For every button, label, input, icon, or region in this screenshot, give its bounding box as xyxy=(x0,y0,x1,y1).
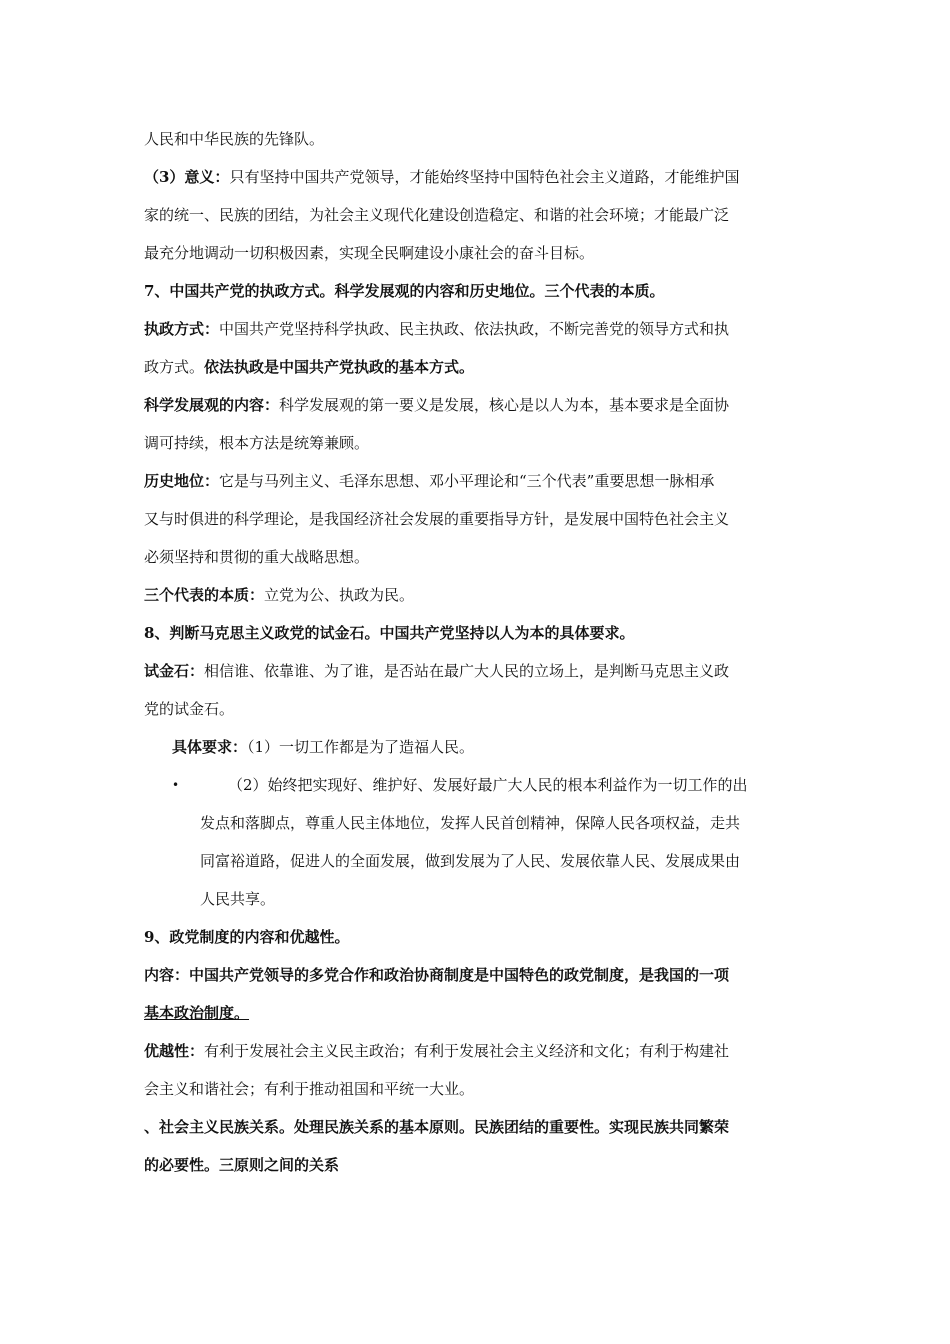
historical-status-heading: 历史地位： xyxy=(144,472,220,490)
significance-heading: （3）意义： xyxy=(144,168,230,186)
text-span: 政方式。 xyxy=(144,358,205,376)
emphasis-text: 依法执政是中国共产党执政的基本方式。 xyxy=(204,358,475,376)
text-line: 发点和落脚点，尊重人民主体地位，发挥人民首创精神，保障人民各项权益，走共 xyxy=(200,814,741,832)
text-span: 有利于发展社会主义民主政治；有利于发展社会主义经济和文化；有利于构建社 xyxy=(204,1042,730,1060)
section-heading-10: 、社会主义民族关系。处理民族关系的基本原则。民族团结的重要性。实现民族共同繁荣 xyxy=(144,1118,730,1136)
advantages-heading: 优越性： xyxy=(144,1042,205,1060)
text-line: 会主义和谐社会；有利于推动祖国和平统一大业。 xyxy=(144,1080,475,1098)
governing-mode-heading: 执政方式： xyxy=(144,320,220,338)
text-line xyxy=(144,1032,810,1070)
text-line xyxy=(144,158,810,196)
text-line xyxy=(144,386,810,424)
text-span: 只有坚持中国共产党领导，才能始终坚持中国特色社会主义道路，才能维护国 xyxy=(229,168,740,186)
document-page xyxy=(144,120,810,1184)
text-line xyxy=(144,994,810,1032)
text-line: 家的统一、民族的团结，为社会主义现代化建设创造稳定、和谐的社会环境；才能最广泛 xyxy=(144,206,730,224)
text-span: （2）始终把实现好、维护好、发展好最广大人民的根本利益作为一切工作的出 xyxy=(228,776,748,794)
underlined-text: 基本政治制度。 xyxy=(144,1004,250,1022)
text-line: 最充分地调动一切积极因素，实现全民啊建设小康社会的奋斗目标。 xyxy=(144,244,595,262)
scientific-outlook-heading: 科学发展观的内容： xyxy=(144,396,280,414)
section-heading-10-continued: 的必要性。三原则之间的关系 xyxy=(144,1156,340,1174)
text-line xyxy=(144,348,810,386)
text-span: （1）一切工作都是为了造福人民。 xyxy=(247,738,475,756)
section-heading-8: 8、判断马克思主义政党的试金石。中国共产党坚持以人为本的具体要求。 xyxy=(144,624,635,642)
text-span: 它是与马列主义、毛泽东思想、邓小平理论和“三个代表”重要思想一脉相承 xyxy=(219,472,715,490)
text-line: 必须坚持和贯彻的重大战略思想。 xyxy=(144,548,370,566)
three-represents-heading: 三个代表的本质： xyxy=(144,586,265,604)
text-line: 人民和中华民族的先锋队。 xyxy=(144,130,325,148)
text-line xyxy=(144,652,810,690)
text-line: 又与时俱进的科学理论，是我国经济社会发展的重要指导方针，是发展中国特色社会主义 xyxy=(144,510,730,528)
touchstone-heading: 试金石： xyxy=(144,662,205,680)
text-span: 相信谁、依靠谁、为了谁，是否站在最广大人民的立场上，是判断马克思主义政 xyxy=(204,662,730,680)
text-span: 中国共产党坚持科学执政、民主执政、依法执政，不断完善党的领导方式和执 xyxy=(219,320,730,338)
text-line xyxy=(144,728,810,766)
text-line xyxy=(144,462,810,500)
section-heading-9: 9、政党制度的内容和优越性。 xyxy=(144,928,350,946)
requirements-heading: 具体要求： xyxy=(172,738,248,756)
content-paragraph: 内容：中国共产党领导的多党合作和政治协商制度是中国特色的政党制度，是我国的一项 xyxy=(144,966,730,984)
bullet-list-item xyxy=(144,766,810,804)
bullet-icon: • xyxy=(172,778,180,792)
text-line: 人民共享。 xyxy=(200,890,276,908)
text-line: 同富裕道路，促进人的全面发展，做到发展为了人民、发展依靠人民、发展成果由 xyxy=(200,852,741,870)
text-span: 科学发展观的第一要义是发展，核心是以人为本，基本要求是全面协 xyxy=(279,396,730,414)
text-line xyxy=(144,310,810,348)
text-line: 调可持续，根本方法是统筹兼顾。 xyxy=(144,434,370,452)
text-line: 党的试金石。 xyxy=(144,700,235,718)
text-line xyxy=(144,576,810,614)
section-heading-7: 7、中国共产党的执政方式。科学发展观的内容和历史地位。三个代表的本质。 xyxy=(144,282,665,300)
text-span: 立党为公、执政为民。 xyxy=(264,586,415,604)
